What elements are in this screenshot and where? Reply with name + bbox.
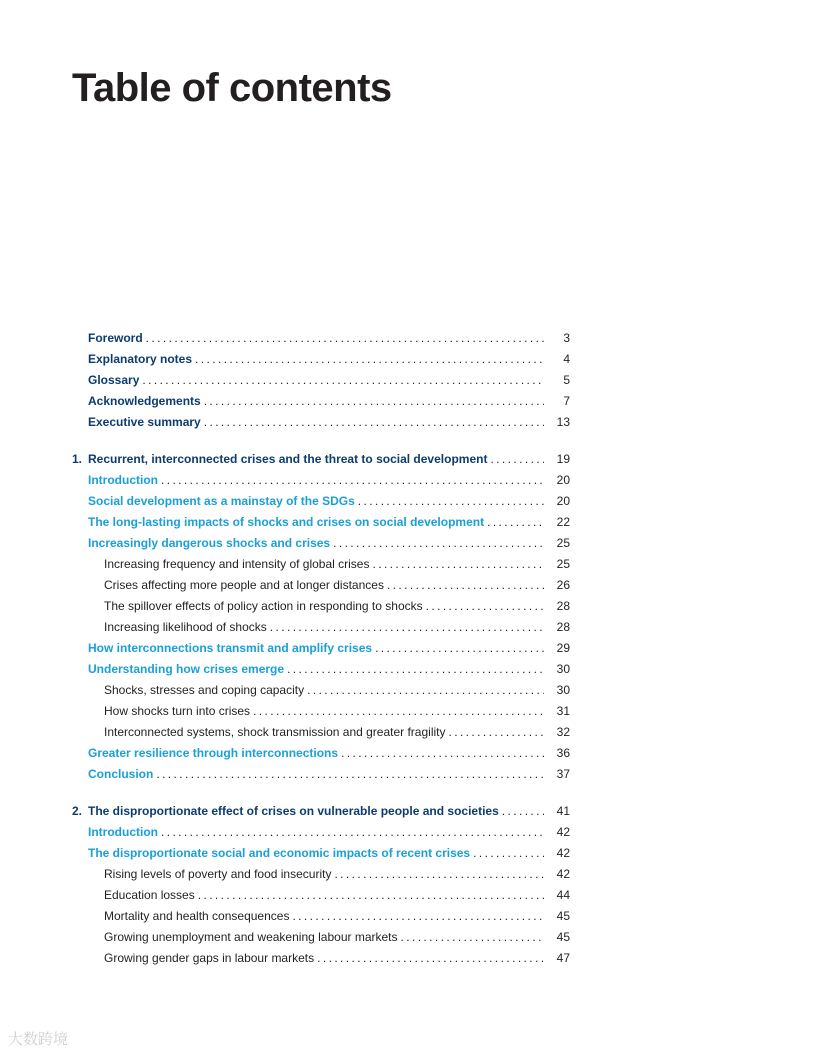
toc-entry-page: 4 [563,352,570,366]
toc-section-entry[interactable] [0,638,816,659]
toc-entry-page: 36 [556,746,570,760]
chapter-2-list [0,801,816,969]
toc-entry-front-matter[interactable] [0,328,816,349]
toc-entry-page: 31 [556,704,570,718]
page-title: Table of contents [72,66,392,110]
dot-leader [334,864,544,885]
dot-leader [473,843,544,864]
toc-entry-label: Rising levels of poverty and food insecurity [104,867,332,881]
toc-section-entry[interactable] [0,822,816,843]
dot-leader [287,659,544,680]
table-of-contents [0,328,816,969]
dot-leader [195,349,544,370]
toc-entry-label: The long-lasting impacts of shocks and crises on social development [88,515,485,529]
toc-entry-page: 3 [563,331,570,345]
dot-leader [204,391,544,412]
toc-entry-label: Recurrent, interconnected crises and the threat to social development [88,452,488,466]
dot-leader [270,617,544,638]
toc-entry-page: 42 [556,825,570,839]
dot-leader [146,328,544,349]
toc-entry-front-matter[interactable] [0,391,816,412]
toc-entry-page: 30 [556,683,570,697]
toc-subsection-entry[interactable] [0,680,816,701]
toc-entry-page: 42 [556,867,570,881]
dot-leader [292,906,544,927]
toc-entry-label: The spillover effects of policy action in responding to shocks [104,599,423,613]
toc-subsection-entry[interactable] [0,575,816,596]
toc-entry-label: Growing unemployment and weakening labour markets [104,930,398,944]
toc-entry-page: 7 [563,394,570,408]
toc-entry-page: 13 [556,415,570,429]
dot-leader [490,449,544,470]
toc-entry-label: Acknowledgements [88,394,201,408]
toc-entry-page: 22 [556,515,570,529]
dot-leader [317,948,544,969]
toc-entry-label: Foreword [88,331,143,345]
toc-entry-label: Social development as a mainstay of the SDGs [88,494,355,508]
toc-subsection-entry[interactable] [0,864,816,885]
toc-entry-label: Glossary [88,373,140,387]
toc-entry-page: 26 [556,578,570,592]
toc-entry-page: 44 [556,888,570,902]
dot-leader [204,412,544,433]
toc-section-entry[interactable] [0,512,816,533]
dot-leader [426,596,544,617]
dot-leader [161,470,544,491]
chapter-1-list [0,449,816,785]
toc-entry-label: Shocks, stresses and coping capacity [104,683,305,697]
dot-leader [307,680,544,701]
toc-entry-page: 45 [556,930,570,944]
toc-entry-label: Increasing frequency and intensity of global crises [104,557,370,571]
toc-entry-label: Explanatory notes [88,352,193,366]
dot-leader [502,801,544,822]
toc-section-entry[interactable] [0,470,816,491]
toc-subsection-entry[interactable] [0,701,816,722]
toc-entry-label: Executive summary [88,415,201,429]
toc-entry-page: 28 [556,599,570,613]
toc-entry-page: 45 [556,909,570,923]
toc-subsection-entry[interactable] [0,906,816,927]
toc-entry-page: 41 [556,804,570,818]
toc-entry-label: How interconnections transmit and amplify crises [88,641,373,655]
toc-entry-label: Understanding how crises emerge [88,662,285,676]
toc-entry-label: Education losses [104,888,195,902]
toc-entry-page: 47 [556,951,570,965]
toc-subsection-entry[interactable] [0,554,816,575]
toc-entry-page: 25 [556,536,570,550]
toc-entry-label: Increasing likelihood of shocks [104,620,267,634]
toc-entry-label: The disproportionate effect of crises on vulnerable people and societies [88,804,499,818]
toc-entry-label: How shocks turn into crises [104,704,251,718]
toc-entry-label: Increasingly dangerous shocks and crises [88,536,331,550]
dot-leader [375,638,544,659]
watermark-logo: 大数跨境 [8,1030,69,1048]
dot-leader [161,822,544,843]
toc-section-entry[interactable] [0,764,816,785]
toc-entry-page: 5 [563,373,570,387]
toc-entry-page: 29 [556,641,570,655]
toc-entry-label: Greater resilience through interconnections [88,746,339,760]
toc-section-entry[interactable] [0,843,816,864]
toc-entry-label: Mortality and health consequences [104,909,290,923]
toc-section-entry[interactable] [0,491,816,512]
toc-chapter-heading[interactable] [0,801,816,822]
toc-entry-page: 30 [556,662,570,676]
toc-entry-page: 32 [556,725,570,739]
toc-subsection-entry[interactable] [0,885,816,906]
toc-entry-label: The disproportionate social and economic impacts of recent crises [88,846,471,860]
toc-subsection-entry[interactable] [0,617,816,638]
toc-entry-label: Growing gender gaps in labour markets [104,951,315,965]
toc-entry-page: 28 [556,620,570,634]
toc-section-entry[interactable] [0,533,816,554]
toc-subsection-entry[interactable] [0,948,816,969]
toc-section-entry[interactable] [0,743,816,764]
toc-entry-front-matter[interactable] [0,370,816,391]
toc-entry-label: Conclusion [88,767,154,781]
toc-entry-page: 25 [556,557,570,571]
toc-entry-page: 20 [556,494,570,508]
dot-leader [401,927,545,948]
toc-section-entry[interactable] [0,659,816,680]
dot-leader [448,722,544,743]
toc-entry-page: 42 [556,846,570,860]
toc-subsection-entry[interactable] [0,927,816,948]
toc-entry-page: 20 [556,473,570,487]
front-matter-list [0,328,816,433]
toc-entry-page: 37 [556,767,570,781]
toc-chapter-heading[interactable] [0,449,816,470]
dot-leader [333,533,544,554]
toc-entry-label: Interconnected systems, shock transmission and greater fragility [104,725,446,739]
toc-subsection-entry[interactable] [0,722,816,743]
toc-entry-front-matter[interactable] [0,412,816,433]
dot-leader [372,554,544,575]
dot-leader [387,575,544,596]
dot-leader [156,764,544,785]
dot-leader [253,701,544,722]
toc-entry-front-matter[interactable] [0,349,816,370]
toc-entry-label: Introduction [88,473,158,487]
toc-entry-label: Crises affecting more people and at longer distances [104,578,384,592]
dot-leader [487,512,544,533]
dot-leader [358,491,544,512]
toc-entry-label: Introduction [88,825,158,839]
toc-entry-page: 19 [556,452,570,466]
toc-subsection-entry[interactable] [0,596,816,617]
dot-leader [198,885,544,906]
chapter-number: 2. [72,804,83,818]
dot-leader [341,743,544,764]
dot-leader [142,370,544,391]
chapter-number: 1. [72,452,83,466]
